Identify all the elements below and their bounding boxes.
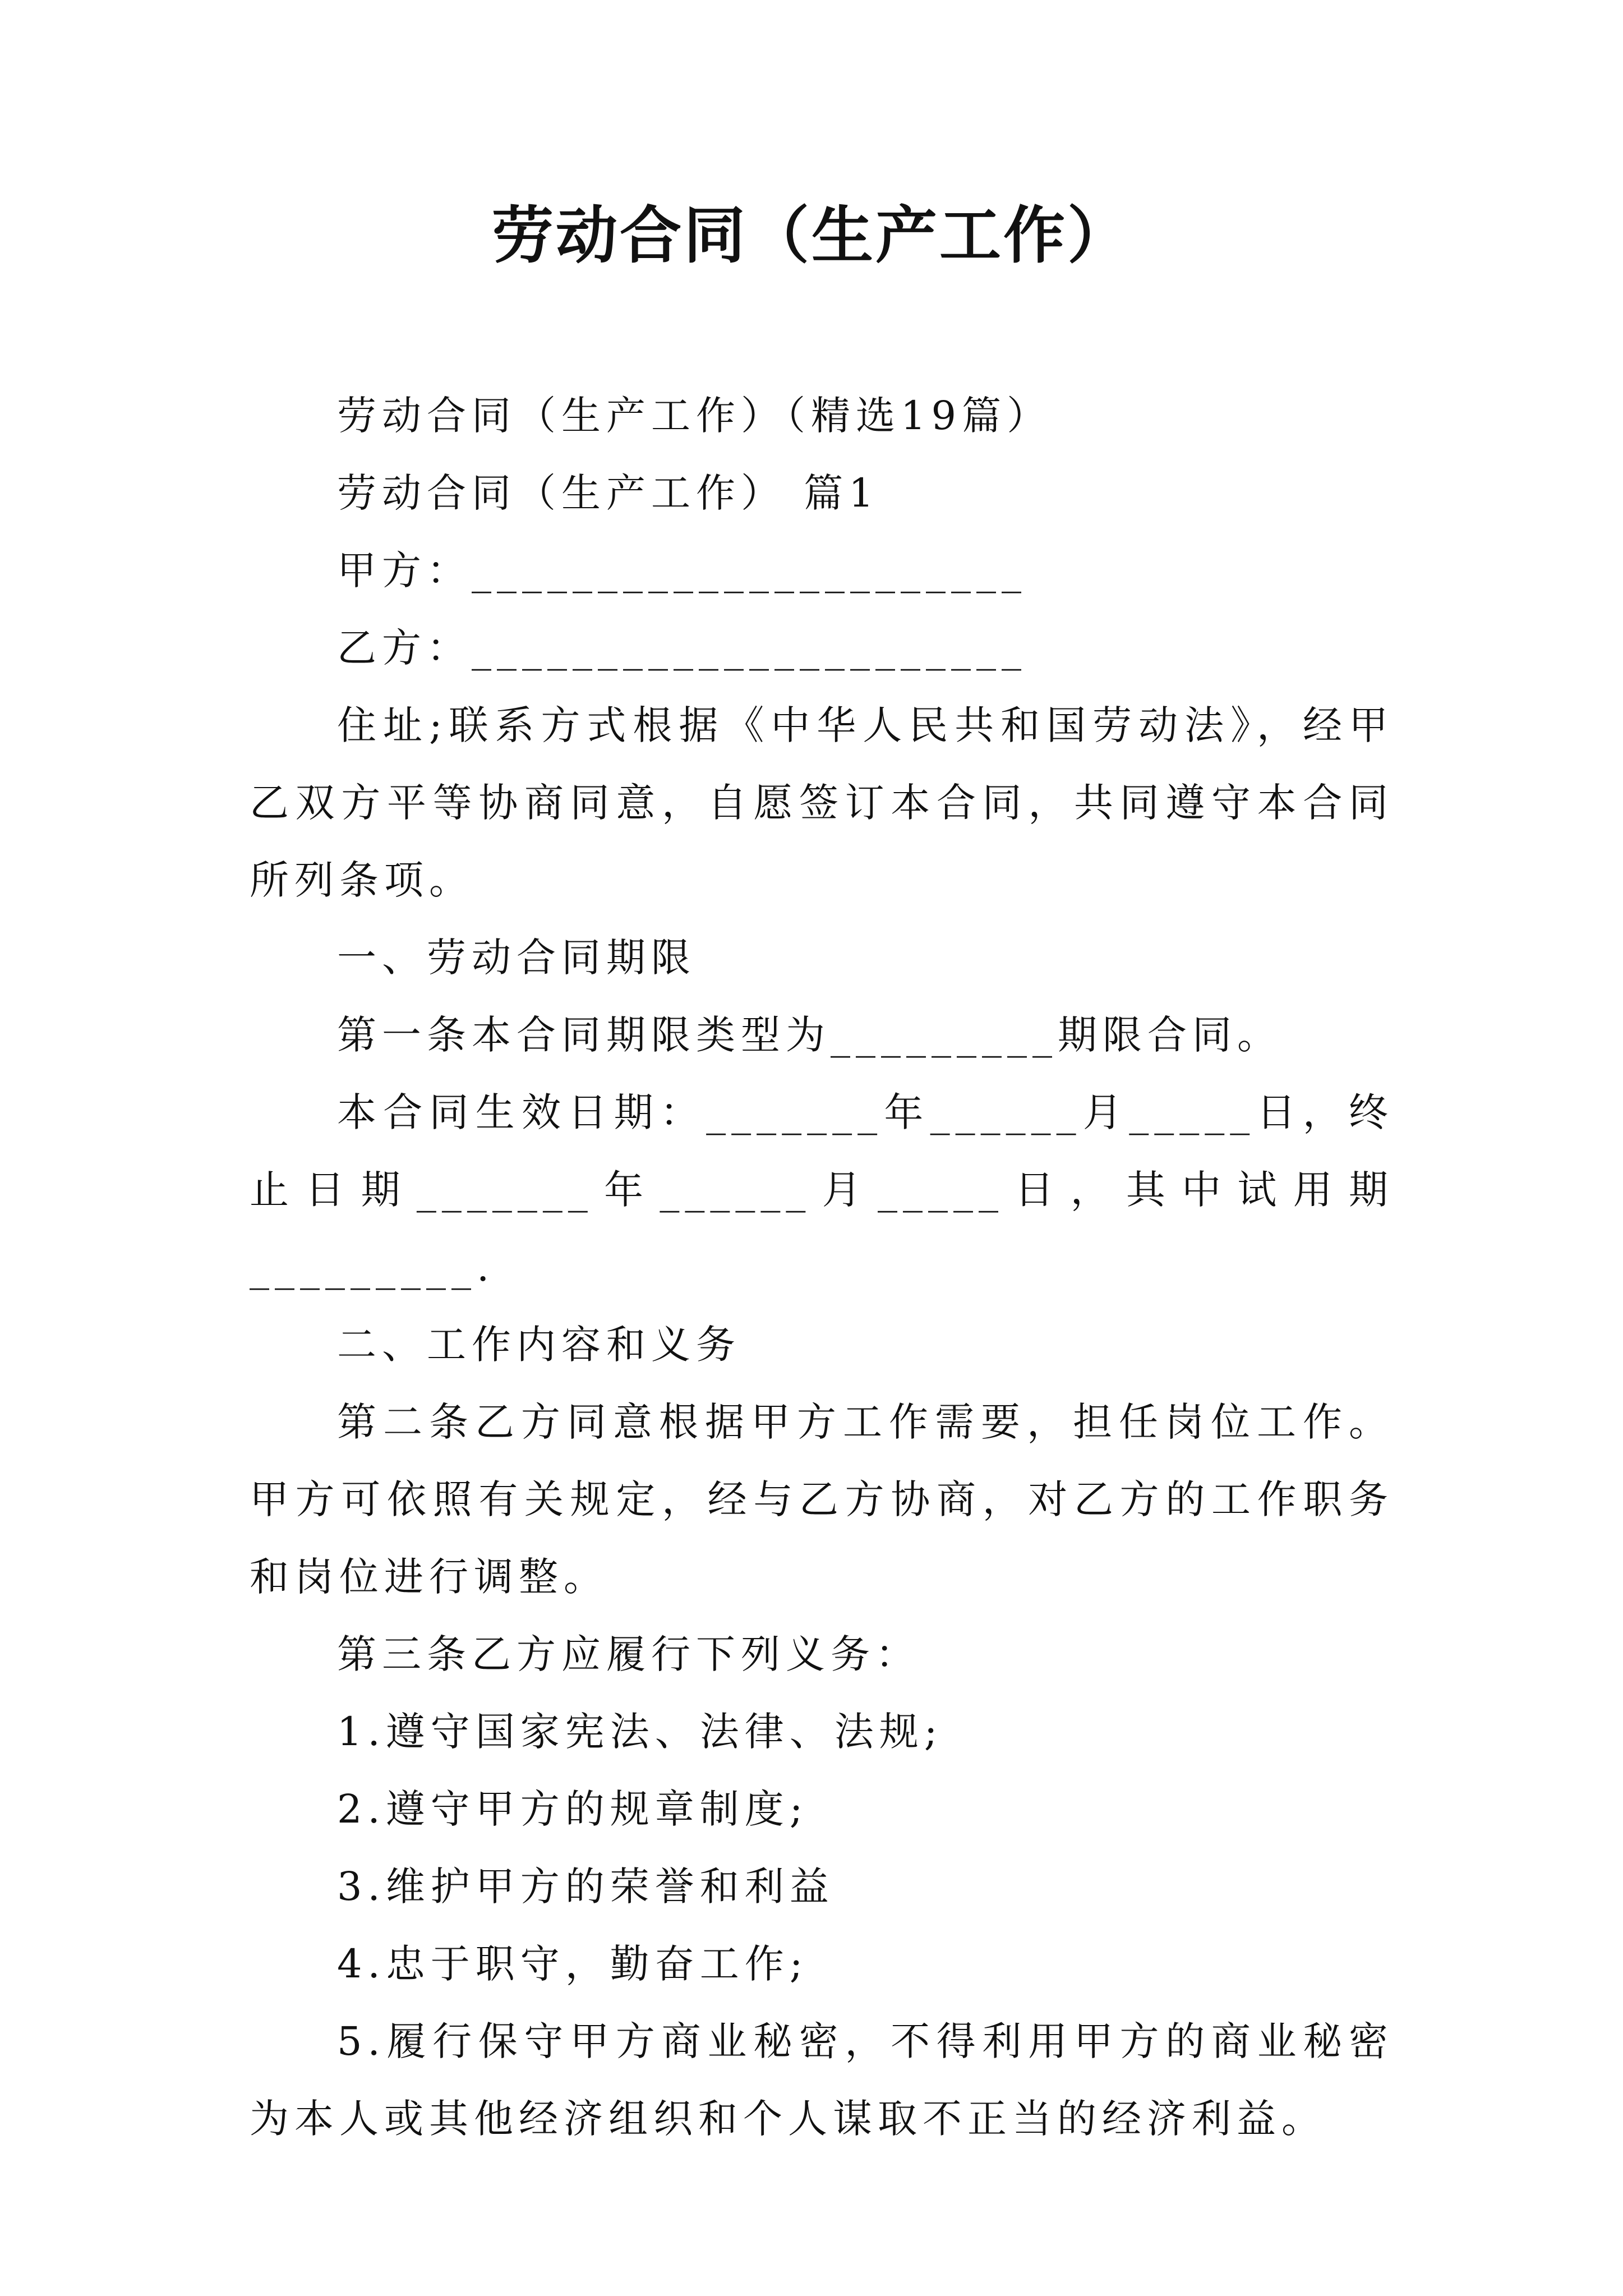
paragraph-heading-duties: 二、工作内容和义务 <box>337 1322 741 1368</box>
paragraph-duty-3: 3.维护甲方的荣誉和利益 <box>337 1864 834 1910</box>
paragraph-duty-4: 4.忠于职守，勤奋工作; <box>337 1941 809 1987</box>
paragraph-subtitle: 劳动合同（生产工作）（精选19篇） <box>337 393 1052 439</box>
paragraph-party-a: 甲方：______________________ <box>337 547 1027 593</box>
document-body <box>250 377 1394 2157</box>
paragraph-duty-1: 1.遵守国家宪法、法律、法规; <box>337 1709 943 1755</box>
paragraph-effective-dates: 本合同生效日期：_______年______月_____日，终止日期_______年______月_____日，其中试用期_________. <box>250 1089 1394 1290</box>
paragraph-party-b: 乙方：______________________ <box>337 625 1027 671</box>
paragraph-heading-term: 一、劳动合同期限 <box>337 935 696 981</box>
paragraph-article-3: 第三条乙方应履行下列义务： <box>337 1631 920 1677</box>
paragraph-duty-5: 5.履行保守甲方商业秘密，不得利用甲方的商业秘密为本人或其他经济组织和个人谋取不正当的经济利益。 <box>250 2018 1394 2142</box>
paragraph-preamble: 住址;联系方式根据《中华人民共和国劳动法》，经甲乙双方平等协商同意，自愿签订本合同，共同遵守本合同所列条项。 <box>250 702 1394 903</box>
document-title: 劳动合同（生产工作） <box>492 200 1131 272</box>
paragraph-duty-2: 2.遵守甲方的规章制度; <box>337 1786 809 1832</box>
paragraph-section-heading: 劳动合同（生产工作） 篇1 <box>337 470 879 516</box>
paragraph-article-2: 第二条乙方同意根据甲方工作需要，担任岗位工作。甲方可依照有关规定，经与乙方协商，对乙方的工作职务和岗位进行调整。 <box>250 1399 1394 1600</box>
paragraph-article-1: 第一条本合同期限类型为_________期限合同。 <box>337 1012 1282 1058</box>
